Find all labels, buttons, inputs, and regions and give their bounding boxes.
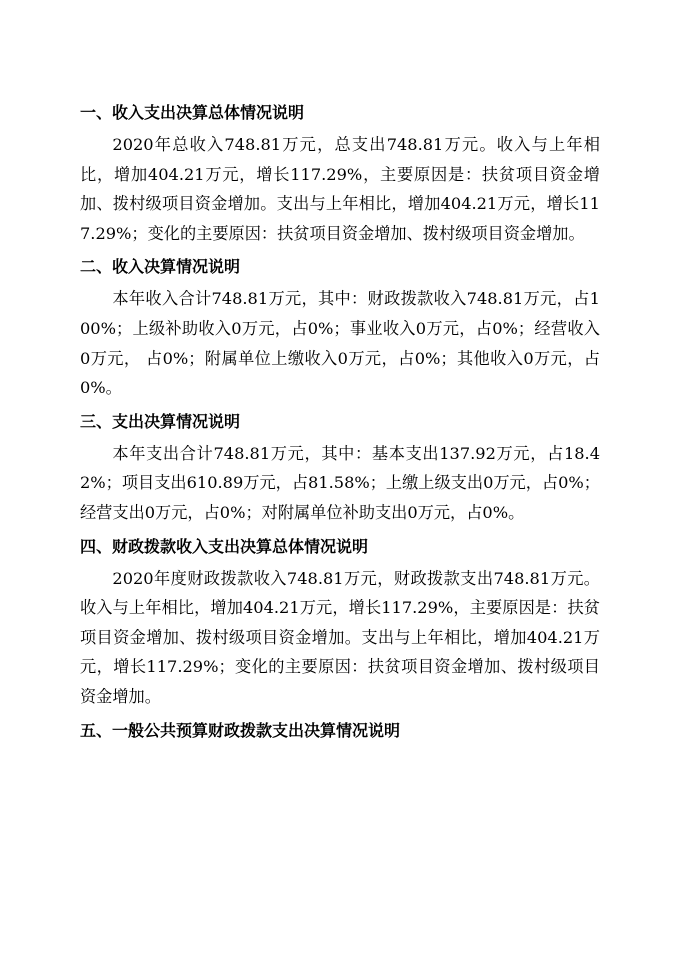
section-heading-1: 一、收入支出决算总体情况说明 xyxy=(80,103,305,122)
section-body-1: 2020年总收入748.81万元，总支出748.81万元。收入与上年相比，增加404.21万元，增长117.29%，主要原因是：扶贫项目资金增加、拨村级项目资金增加。支出与上年相比，增加404.21万元，增长117.29%；变化的主要原因：扶贫项目资金增加、拨村级项目资金增加。 xyxy=(80,135,600,243)
section-heading-2: 二、收入决算情况说明 xyxy=(80,257,241,277)
section-heading-5: 五、一般公共预算财政拨款支出决算情况说明 xyxy=(80,720,401,740)
section-body-3: 本年支出合计748.81万元，其中：基本支出137.92万元，占18.42%；项目支出610.89万元，占81.58%；上缴上级支出0万元，占0%；经营支出0万元，占0%；对附属单位补助支出0万元，占0%。 xyxy=(80,443,600,522)
section-heading-4: 四、财政拨款收入支出决算总体情况说明 xyxy=(80,536,369,556)
section-body-4: 2020年度财政拨款收入748.81万元，财政拨款支出748.81万元。收入与上年相比，增加404.21万元，增长117.29%，主要原因是：扶贫项目资金增加、拨村级项目资金增加。支出与上年相比，增加404.21万元，增长117.29%；变化的主要原因：扶贫项目资金增加、拨村级项目资金增加。 xyxy=(80,568,600,706)
section-body-2: 本年收入合计748.81万元，其中：财政拨款收入748.81万元，占100%；上级补助收入0万元，占0%；事业收入0万元，占0%；经营收入0万元， 占0%；附属单位上缴收入0万元，占0%；其他收入0万元，占0%。 xyxy=(80,289,600,398)
document-page xyxy=(80,96,600,748)
section-heading-3: 三、支出决算情况说明 xyxy=(80,411,241,431)
